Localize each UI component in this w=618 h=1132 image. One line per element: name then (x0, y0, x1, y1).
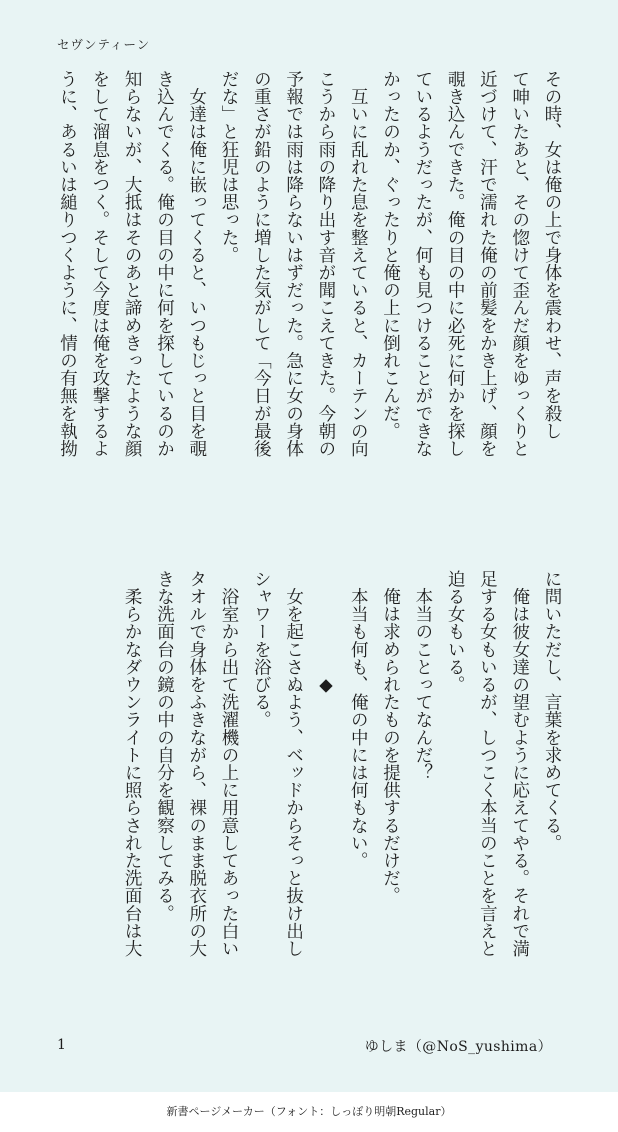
maker-credit: 新書ページメーカー（フォント：しっぽり明朝Regular） (166, 1105, 452, 1118)
text-line: かったのか、ぐったりと俺の上に倒れこんだ。 (380, 70, 401, 440)
text-line: の重さが鉛のように増した気がして「今日が最後 (251, 70, 272, 458)
author-credit: ゆしま（@NoS_yushima） (364, 1039, 552, 1055)
text-line: 本当のことってなんだ？ (412, 570, 433, 782)
text-line: 女を起こさぬよう、ベッドからそっと抜け出し (283, 570, 304, 958)
text-line: 女達は俺に嵌ってくると、いつもじっと目を覗 (186, 70, 207, 458)
scene-break-ornament: ◆ (315, 570, 336, 696)
text-line: きな洗面台の鏡の中の自分を観察してみる。 (154, 570, 175, 922)
text-line: 柔らかなダウンライトに照らされた洗面台は大 (122, 570, 143, 958)
text-line: 予報では雨は降らないはずだった。急に女の身体 (283, 70, 304, 458)
text-line: に問いただし、言葉を求めてくる。 (542, 570, 562, 852)
text-line: 本当も何も、俺の中には何もない。 (348, 570, 369, 870)
text-line: だな」と狂児は思った。 (219, 70, 240, 264)
text-line: 互いに乱れた息を整えていると、カーテンの向 (348, 70, 369, 458)
text-line: シャワーを浴びる。 (251, 570, 272, 729)
page-number: 1 (57, 1037, 66, 1053)
text-line: 浴室から出て洗濯機の上に用意してあった白い (219, 570, 240, 958)
text-line: 近づけて、汗で濡れた俺の前髪をかき上げ、顔を (477, 70, 498, 458)
text-line: タオルで身体をふきながら、裸のまま脱衣所の大 (186, 570, 207, 958)
text-line: て呻いたあと、その惚けて歪んだ顔をゆっくりと (509, 70, 530, 458)
text-line: 迫る女もいる。 (445, 570, 466, 694)
running-title: セヴンティーン (57, 37, 151, 52)
text-line: をして溜息をつく。そして今度は俺を攻撃するよ (89, 70, 110, 458)
text-line: 知らないが、大抵はそのあと諦めきったような顔 (122, 70, 143, 458)
text-line: 覗き込んできた。俺の目の中に必死に何かを探し (445, 70, 466, 458)
text-line: うに、あるいは縋りつくように、情の有無を執拗 (57, 70, 78, 458)
text-line: 俺は求められたものを提供するだけだ。 (380, 570, 401, 905)
text-line: こうから雨の降り出す音が聞こえてきた。今朝の (315, 70, 336, 458)
text-block-lower (48, 570, 568, 1008)
text-line: き込んでくる。俺の目の中に何を探しているのか (154, 70, 175, 458)
text-line: ているようだったが、何も見つけることができな (412, 70, 433, 458)
text-line: 足する女もいるが、しつこく本当のことを言えと (477, 570, 498, 958)
text-block-upper (48, 70, 568, 516)
text-line: 俺は彼女達の望むように応えてやる。それで満 (509, 570, 530, 958)
text-line: その時、女は俺の上で身体を震わせ、声を殺し (542, 70, 562, 440)
